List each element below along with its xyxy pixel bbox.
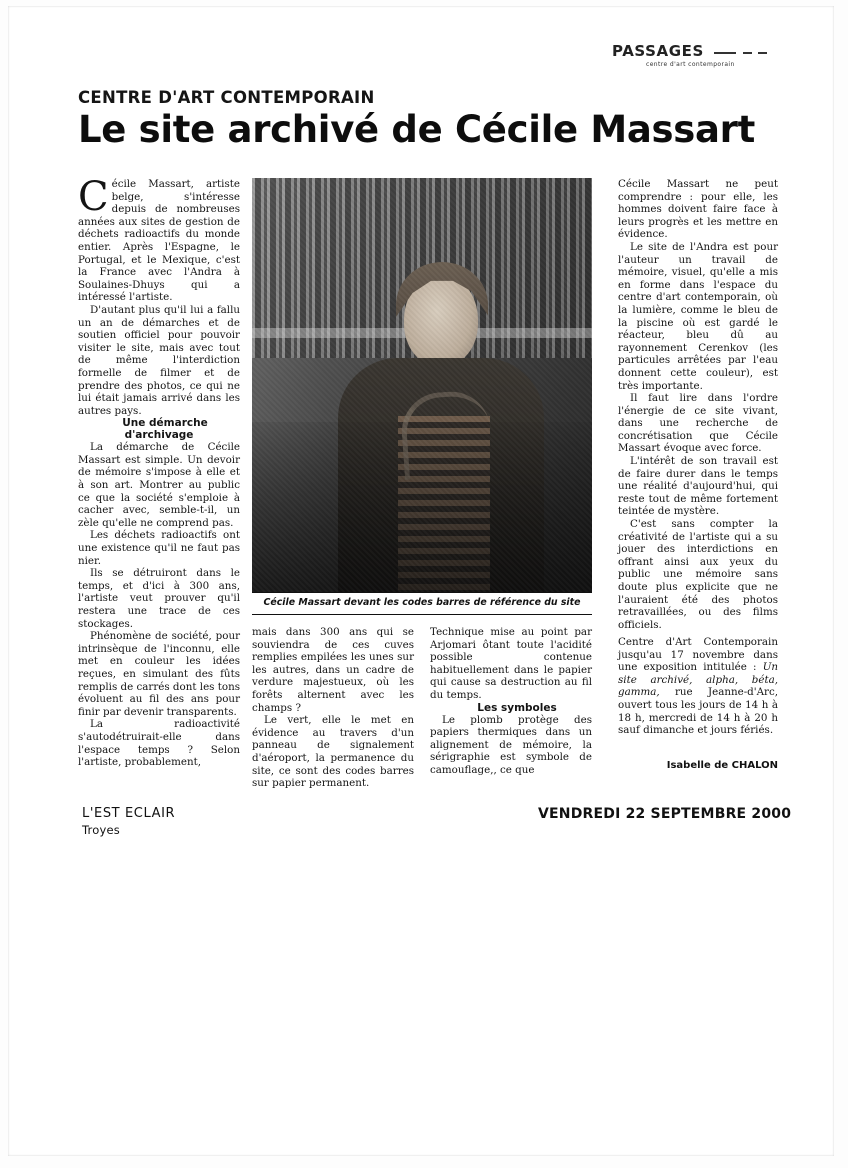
info-text-after: rue Jeanne-d'Arc, ouvert tous les jours de 14 h à 18 h, mercredi de 14 h à 20 h sauf dimanche et jours fériés. (618, 686, 778, 737)
paragraph: Les déchets radioactifs ont une existence qu'il ne faut pas nier. (78, 529, 240, 567)
paragraph: écile Massart, artiste belge, s'intéresse depuis de nombreuses années aux sites de gestion de déchets radioactifs du monde entier. Après l'Espagne, le Portugal, et le Mexique, c'est la France avec l'Andra à Soulaines-Dhuys qui a intéressé l'artiste. (78, 178, 240, 304)
paragraph: L'intérêt de son travail est de faire durer dans le temps une réalité d'aujourd'hui, qui reste tout de même fortement teintée de mystère. (618, 455, 778, 518)
paragraph: Technique mise au point par Arjomari ôtant toute l'acidité possible contenue habituellement dans le papier qui cause sa destruction au fil du temps. (430, 626, 592, 701)
article-column-right (618, 178, 778, 631)
article-column-left (78, 174, 240, 769)
article-practical-info (618, 636, 778, 737)
paragraph: Le plomb protège des papiers thermiques dans un alignement de mémoire, la sérigraphie est symbole de camouflage,, ce que (430, 713, 592, 776)
paragraph: Le site de l'Andra est pour l'auteur un travail de mémoire, visuel, qu'elle a mis en forme dans l'espace du centre d'art contemporain, où la lumière, comme le bleu de la piscine où est gardé le réacteur, bleu dû au rayonnement Cerenkov (les particules arrêtées par l'eau donnent cette couleur), est très importante. (618, 240, 778, 392)
masthead-rule-icon (714, 52, 736, 54)
paragraph: Le vert, elle le met en évidence au travers d'un panneau de signalement d'aéroport, la permanence du site, ce sont des codes barres sur papier permanent. (252, 714, 414, 790)
exhibition-title: Un site archivé, alpha, béta, gamma, (618, 661, 778, 699)
caption-rule-bottom (252, 614, 592, 615)
paragraph: Phénomène de société, pour intrinsèque de l'inconnu, elle met en couleur les idées reçues, en simulant des fûts remplis de carrés dont les tons évoluent au fil des ans pour finir par devenir transparents. (78, 630, 240, 718)
footer-publication (82, 806, 175, 838)
footer-date: VENDREDI 22 SEPTEMBRE 2000 (538, 806, 792, 822)
paragraph: Il faut lire dans l'ordre l'énergie de ce site vivant, dans une recherche de concrétisation que Cécile Massart évoque avec force. (618, 392, 778, 455)
paragraph: D'autant plus qu'il lui a fallu un an de démarches et de soutien officiel pour pouvoir visiter le site, mais avec tout de même l'interdiction formelle de filmer et de prendre des photos, ce qui ne lui était jamais arrivé dans les autres pays. (78, 303, 240, 417)
paragraph: C'est sans compter la créativité de l'artiste qui a su jouer des interdictions en offrant ainsi aux yeux du public une mémoire sans doute plus explicite que ne l'auraient été des photos retravaillées, ou des films officiels. (618, 518, 778, 631)
masthead-dash-icon-2 (758, 52, 767, 54)
caption-rule-top (252, 592, 592, 593)
paragraph: La radioactivité s'autodétruirait-elle dans l'espace temps ? Selon l'artiste, probablement, (78, 718, 240, 769)
page-title: Le site archivé de Cécile Massart (78, 108, 756, 151)
footer-publication-name: L'EST ECLAIR (82, 806, 176, 821)
masthead-subtitle: centre d'art contemporain (646, 61, 735, 68)
masthead-dash-icon (743, 52, 752, 54)
masthead-title: PASSAGES (612, 42, 704, 60)
paragraph: mais dans 300 ans qui se souviendra de ces cuves remplies empilées les unes sur les autres, dans un cadre de verdure majestueux, où les forêts alternent avec les champs ? (252, 626, 414, 714)
section-kicker: CENTRE D'ART CONTEMPORAIN (78, 88, 375, 107)
masthead (612, 44, 792, 78)
article-column-bottom-2 (430, 626, 592, 777)
subheading-archivage: Une démarche d'archivage (122, 417, 208, 442)
photo-vignette (252, 422, 592, 592)
article-column-bottom-1 (252, 626, 414, 790)
photo-caption: Cécile Massart devant les codes barres de référence du site (263, 597, 581, 608)
paragraph: Cécile Massart ne peut comprendre : pour elle, les hommes doivent faire face à leurs progrès et les mettre en évidence. (618, 178, 778, 241)
drop-cap: C (78, 174, 109, 220)
footer-city: Troyes (82, 823, 120, 837)
paragraph: Ils se détruiront dans le temps, et d'ici à 300 ans, l'artiste veut prouver qu'il restera une trace de ces stockages. (78, 567, 240, 630)
article-byline: Isabelle de CHALON (666, 760, 778, 771)
info-text-before: Centre d'Art Contemporain jusqu'au 17 novembre dans une exposition intitulée : (618, 636, 778, 674)
subheading-symboles: Les symboles (477, 701, 557, 714)
article-photo (252, 178, 592, 592)
paragraph: La démarche de Cécile Massart est simple. Un devoir de mémoire s'impose à elle et à son art. Montrer au public ce que la société s'emploie à cacher avec, semble-t-il, un zèle qu'elle ne comprend pas. (78, 441, 240, 529)
